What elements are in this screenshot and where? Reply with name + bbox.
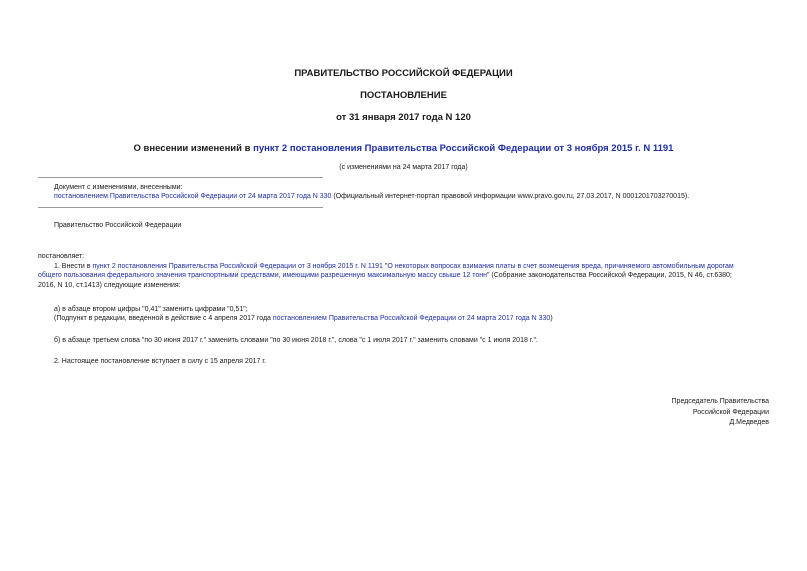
- p1-text-c: " (Собрание законодательства Российской Федерации, 2015, N 46, ст.6380;: [486, 272, 732, 279]
- pa-note-suffix: ): [550, 315, 553, 322]
- paragraph-1-line1: [54, 262, 734, 271]
- paragraph-2: 2. Настоящее постановление вступает в силу с 15 апреля 2017 г.: [54, 358, 266, 365]
- document-title: [0, 143, 807, 154]
- changes-line: [54, 192, 689, 201]
- pa-note-link[interactable]: постановлением Правительства Российской Федерации от 24 марта 2017 года N 330: [272, 315, 551, 322]
- p1-link-decree[interactable]: пункт 2 постановления Правительства Российской Федерации от 3 ноября 2015 г. N 1191: [92, 263, 383, 270]
- signature-name: Д.Медведев: [729, 419, 769, 426]
- title-prefix: О внесении изменений в: [133, 143, 254, 154]
- org-heading: ПРАВИТЕЛЬСТВО РОССИЙСКОЙ ФЕДЕРАЦИИ: [294, 68, 513, 79]
- date-number-heading: от 31 января 2017 года N 120: [336, 112, 471, 123]
- title-link[interactable]: пункт 2 постановления Правительства Российской Федерации от 3 ноября 2015 г. N 1191: [253, 143, 674, 154]
- signature-title-2: Российской Федерации: [692, 408, 769, 416]
- signature-block: [672, 397, 769, 429]
- divider-top: [38, 177, 323, 178]
- p1-text-a: 1. Внести в: [54, 263, 93, 270]
- issuer-text: Правительство Российской Федерации: [54, 222, 182, 229]
- changes-source: (Официальный интернет-портал правовой информации www.pravo.gov.ru, 27.03.2017, N 0001201703270015).: [331, 193, 690, 200]
- paragraph-1-line2: [38, 271, 732, 280]
- subparagraph-b: б) в абзаце третьем слова "по 30 июня 2017 г." заменить словами "по 30 июня 2018 г.", слова "с 1 июля 2017 г." заменить словами "с 1 июля 2018 г.".: [54, 337, 538, 344]
- p1-link-title-part1[interactable]: О некоторых вопросах взимания платы в счет возмещения вреда, причиняемого автомобильным дорогам: [387, 263, 734, 270]
- changes-label: Документ с изменениями, внесенными:: [54, 184, 183, 191]
- subparagraph-a: а) в абзаце втором цифры "0,41" заменить цифрами "0,51";: [54, 306, 248, 313]
- p1-text-b: ": [382, 263, 388, 270]
- amendment-note: (с изменениями на 24 марта 2017 года): [339, 164, 468, 171]
- signature-title: Председатель Правительства: [671, 398, 769, 405]
- subparagraph-a-note: [54, 314, 553, 323]
- pa-note-prefix: (Подпункт в редакции, введенной в действие с 4 апреля 2017 года: [54, 315, 273, 322]
- decrees-text: постановляет:: [38, 253, 85, 260]
- paragraph-1-line3: 2016, N 10, ст.1413) следующие изменения:: [38, 282, 181, 289]
- doc-type-heading: ПОСТАНОВЛЕНИЕ: [360, 90, 447, 101]
- p1-link-title-part2[interactable]: общего пользования федерального значения транспортными средствами, имеющими разрешенную максимальную массу свыше 12 тонн: [38, 272, 487, 279]
- changes-link[interactable]: постановлением Правительства Российской Федерации от 24 марта 2017 года N 330: [54, 193, 332, 200]
- divider-bottom: [38, 207, 323, 208]
